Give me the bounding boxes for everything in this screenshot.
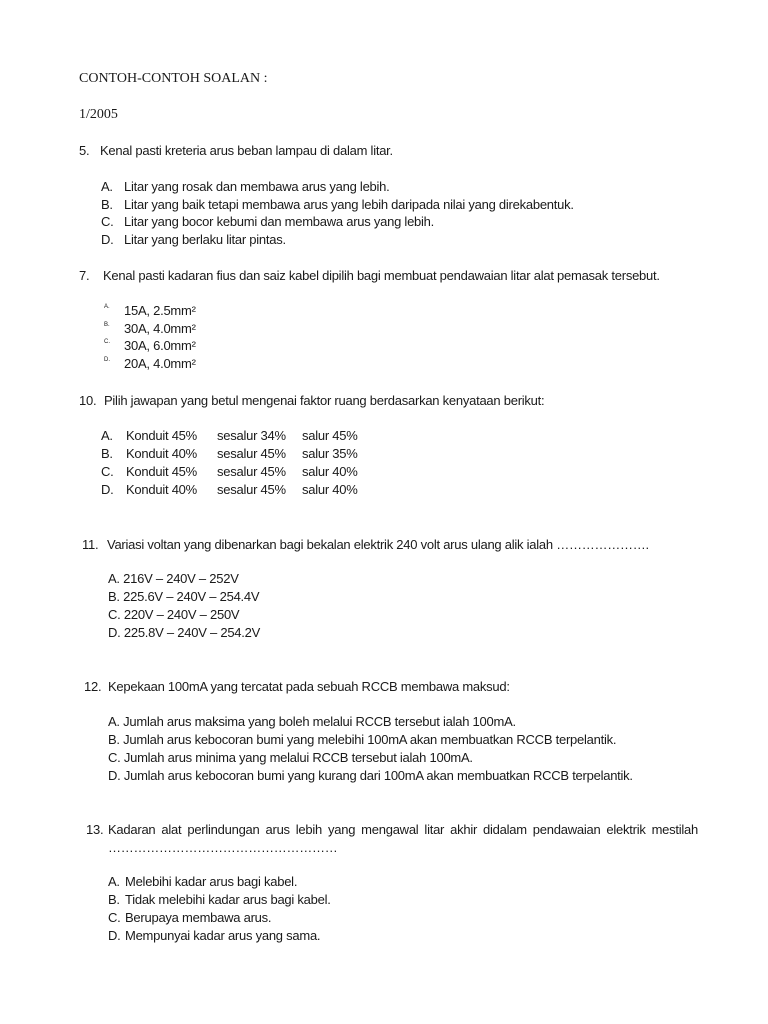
exam-year: 1/2005 — [79, 107, 118, 122]
option-letter: B. — [104, 322, 110, 328]
option-letter: D. — [101, 232, 114, 247]
question-text: Kenal pasti kreteria arus beban lampau di dalam litar. — [100, 143, 393, 158]
option-text: Litar yang baik tetapi membawa arus yang lebih daripada nilai yang direkabentuk. — [124, 197, 574, 212]
option-konduit: Konduit 40% — [126, 446, 197, 461]
question-text: Kepekaan 100mA yang tercatat pada sebuah RCCB membawa maksud: — [108, 679, 510, 694]
option-text: B. Jumlah arus kebocoran bumi yang melebihi 100mA akan membuatkan RCCB terpelantik. — [108, 732, 617, 747]
option-letter: C. — [104, 339, 110, 345]
option-text: Litar yang bocor kebumi dan membawa arus yang lebih. — [124, 214, 435, 229]
option-text: 15A, 2.5mm² — [124, 303, 196, 318]
question-text: Kadaran alat perlindungan arus lebih yang mengawal litar akhir didalam pendawaian elektrik mestilah — [108, 822, 698, 837]
question-text: Kenal pasti kadaran fius dan saiz kabel dipilih bagi membuat pendawaian litar alat pemasak tersebut. — [103, 268, 660, 283]
option-letter: A. — [101, 179, 113, 194]
option-letter: A. — [104, 304, 110, 310]
option-letter: B. — [101, 446, 113, 461]
option-letter: A. — [108, 874, 120, 889]
option-text: C. 220V – 240V – 250V — [108, 607, 240, 622]
question-number: 10. — [79, 393, 97, 408]
option-konduit: Konduit 45% — [126, 428, 197, 443]
option-sesalur: sesalur 45% — [217, 446, 286, 461]
option-konduit: Konduit 45% — [126, 464, 197, 479]
option-salur: salur 40% — [302, 482, 358, 497]
question-text: Pilih jawapan yang betul mengenai faktor ruang berdasarkan kenyataan berikut: — [104, 393, 545, 408]
answer-blank: ……………………………………………… — [108, 840, 338, 855]
option-salur: salur 40% — [302, 464, 358, 479]
question-number: 13. — [86, 822, 104, 837]
option-text: D. Jumlah arus kebocoran bumi yang kurang dari 100mA akan membuatkan RCCB terpelantik. — [108, 768, 633, 783]
option-letter: A. — [101, 428, 113, 443]
question-number: 5. — [79, 143, 90, 158]
option-text: 30A, 4.0mm² — [124, 321, 196, 336]
option-text: A. 216V – 240V – 252V — [108, 571, 239, 586]
question-number: 7. — [79, 268, 90, 283]
page-title: CONTOH-CONTOH SOALAN : — [79, 71, 268, 86]
option-salur: salur 35% — [302, 446, 358, 461]
option-text: Tidak melebihi kadar arus bagi kabel. — [125, 892, 331, 907]
question-text: Variasi voltan yang dibenarkan bagi bekalan elektrik 240 volt arus ulang alik ialah …………………. — [107, 537, 649, 552]
option-letter: B. — [101, 197, 113, 212]
option-letter: B. — [108, 892, 120, 907]
option-letter: C. — [101, 464, 114, 479]
option-text: A. Jumlah arus maksima yang boleh melalui RCCB tersebut ialah 100mA. — [108, 714, 516, 729]
question-number: 11. — [82, 537, 99, 552]
option-sesalur: sesalur 45% — [217, 464, 286, 479]
option-letter: C. — [108, 910, 121, 925]
option-salur: salur 45% — [302, 428, 358, 443]
option-sesalur: sesalur 45% — [217, 482, 286, 497]
option-letter: C. — [101, 214, 114, 229]
option-text: Melebihi kadar arus bagi kabel. — [125, 874, 298, 889]
question-number: 12. — [84, 679, 102, 694]
option-text: Mempunyai kadar arus yang sama. — [125, 928, 321, 943]
option-text: B. 225.6V – 240V – 254.4V — [108, 589, 260, 604]
option-text: Berupaya membawa arus. — [125, 910, 272, 925]
option-text: 20A, 4.0mm² — [124, 356, 196, 371]
option-letter: D. — [108, 928, 121, 943]
option-letter: D. — [101, 482, 114, 497]
option-text: D. 225.8V – 240V – 254.2V — [108, 625, 261, 640]
option-text: Litar yang rosak dan membawa arus yang lebih. — [124, 179, 390, 194]
option-text: 30A, 6.0mm² — [124, 338, 196, 353]
option-text: Litar yang berlaku litar pintas. — [124, 232, 286, 247]
option-text: C. Jumlah arus minima yang melalui RCCB tersebut ialah 100mA. — [108, 750, 473, 765]
option-letter: D. — [104, 357, 110, 363]
option-konduit: Konduit 40% — [126, 482, 197, 497]
option-sesalur: sesalur 34% — [217, 428, 286, 443]
